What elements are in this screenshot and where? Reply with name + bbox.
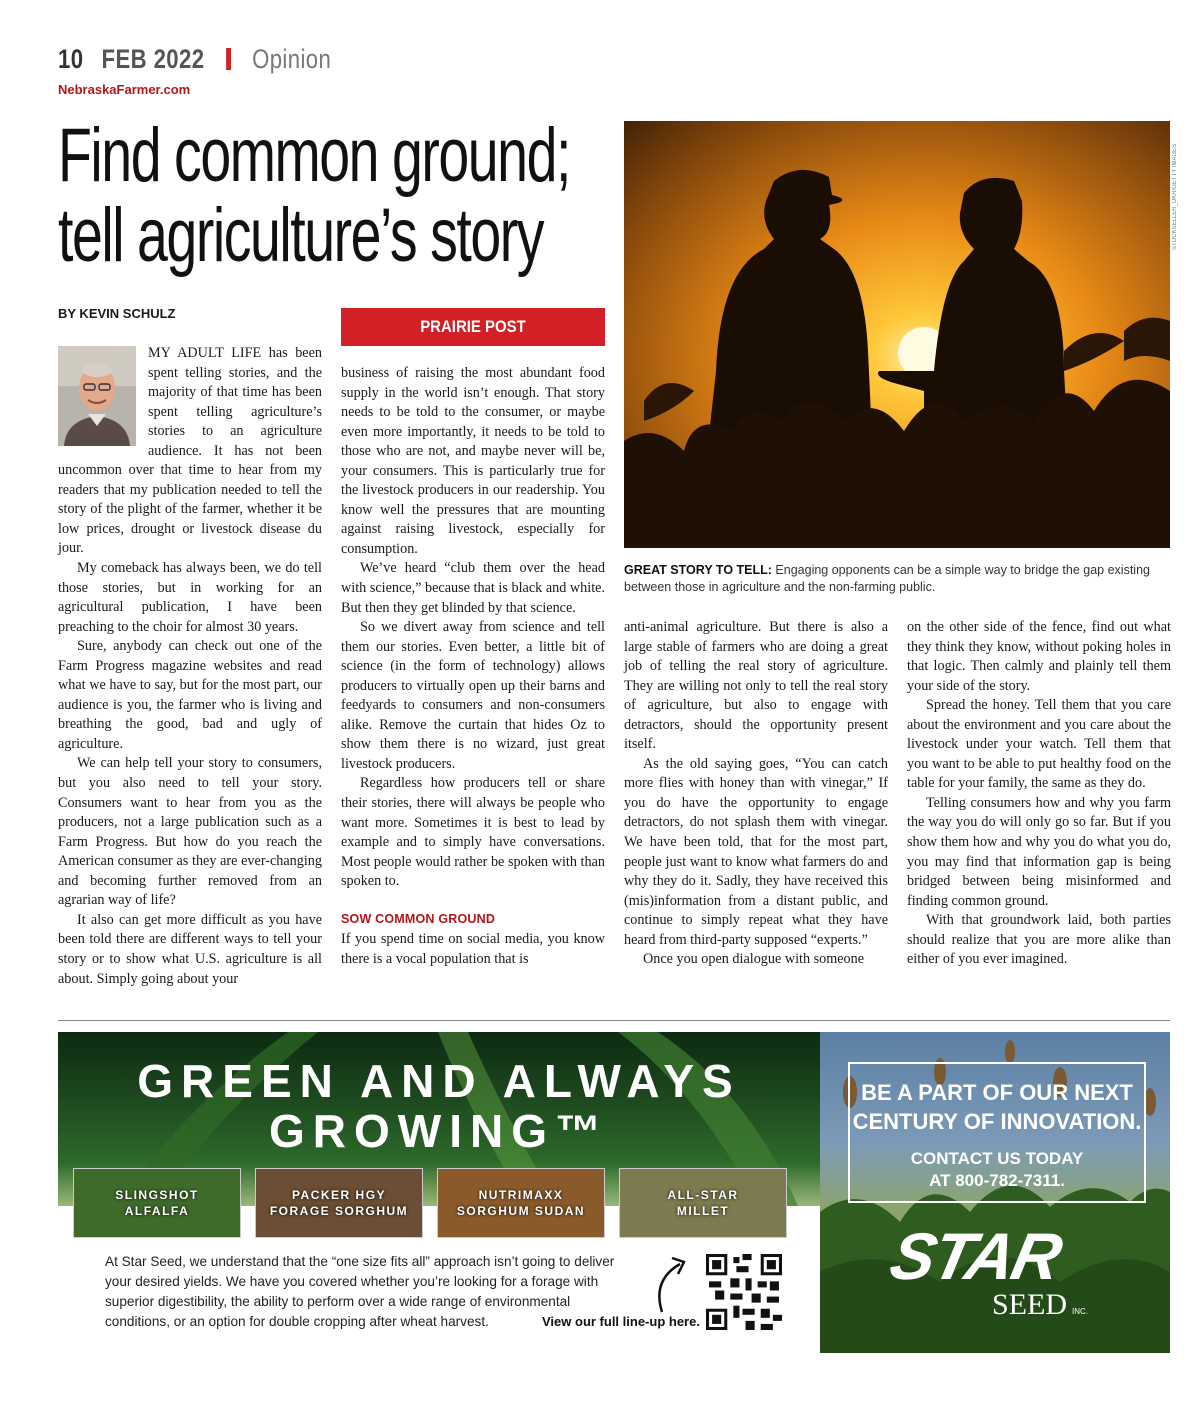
curved-arrow-icon — [650, 1250, 692, 1316]
section-name: Opinion — [252, 44, 332, 74]
article-column-3 — [624, 618, 888, 970]
star-seed-logo-inc: INC. — [1072, 1307, 1088, 1316]
ad-body-text: At Star Seed, we understand that the “one size fits all” approach isn’t going to deliver your desired yields. We have you covered whether you’re looking for a forage with superior digestibility, the ability to perform over a wide range of environmental conditions, or an option for double cropping after wheat harvest. — [105, 1254, 615, 1329]
paragraph: We’ve heard “club them over the head with science,” because that is black and white. But then they get blinded by that science. — [341, 560, 605, 616]
paragraph: We can help tell your story to consumers, but you also need to tell your story. Consumers want to hear from you as the producers, not a large publication such as a Farm Progress. But how do you reach the American consumer as they are ever-changing and becoming further removed from an agrarian way of life? — [58, 755, 322, 909]
paragraph: Sure, anybody can check out one of the Farm Progress magazine websites and read what we have to say, but for the most part, our audience is you, the farmer who is living and breathing the good, bad and ugly of agriculture. — [58, 638, 322, 752]
subhead: SOW COMMON GROUND — [341, 911, 496, 926]
paragraph: MY ADULT LIFE has been spent telling stories, and the majority of that time has been spent telling agriculture’s stories to an agriculture audience. It has not been uncommon over that time to hear from my readers that my publication needed to tell the story of the plight of the farmer, whether it be low prices, drought or livestock disease du jour. — [58, 345, 322, 557]
contact-box: BE A PART OF OUR NEXT CENTURY OF INNOVATION. CONTACT US TODAY AT 800-782-7311. — [848, 1062, 1146, 1203]
star-seed-logo-sub: SEED — [992, 1288, 1067, 1321]
product-tile-nutrimaxx: NUTRIMAXX SORGHUM SUDAN — [437, 1168, 605, 1238]
site-url: NebraskaFarmer.com — [58, 82, 191, 97]
section-divider — [58, 1020, 1170, 1021]
paragraph: business of raising the most abundant food supply in the world isn’t enough. That story needs to be told to the consumer, or maybe even more importantly, it needs to be told to those who are not, and maybe never will be, your consumers. This is particularly true for the livestock producers in our readership. You know well the pressures that are mounting against raising livestock, especially for consumption. — [341, 365, 605, 557]
ad-headline-line-1: GREEN AND ALWAYS — [137, 1055, 741, 1107]
qr-code-icon[interactable] — [706, 1254, 782, 1330]
paragraph: As the old saying goes, “You can catch more flies with honey than with vinegar,” If you do have the opportunity to engage detractors, do not splash them with vinegar. We have been told, that for the most part, people just want to know what farmers do and why they do it. Sadly, they have received this (mis)information from a distant public, and continue to simply repeat what they have heard from third-party supposed “experts.” — [624, 755, 888, 948]
caption-lead: GREAT STORY TO TELL: — [624, 563, 772, 577]
star-seed-logo: STAR — [884, 1219, 1067, 1293]
ad-left-panel — [58, 1032, 820, 1353]
qr-label: View our full line-up here. — [542, 1314, 700, 1329]
headline-line-1: Find common ground; — [58, 113, 570, 198]
page-number: 10 — [58, 44, 84, 74]
product-tile-all-star-millet: ALL-STAR MILLET — [619, 1168, 787, 1238]
photo-credit: STOCKSELLER_UKR/GETTY IMAGES — [1172, 143, 1178, 250]
headline-line-2: tell agriculture’s story — [58, 193, 544, 278]
paragraph: Telling consumers how and why you farm the way you do will only go so far. But if you show them how and why you do what you do, you may find that information gap is being bridged between being misinformed and finding common ground. — [907, 794, 1171, 909]
paragraph: It also can get more difficult as you have been told there are different ways to tell your story or to show what U.S. agriculture is all about. Simply going about your — [58, 911, 322, 987]
paragraph: anti-animal agriculture. But there is also a large stable of farmers who are doing a great job of telling the real story of agriculture. They are willing not only to tell the real story of agriculture, but also to engage with detractors, should the opportunity present itself. — [624, 619, 888, 753]
ad-right-panel — [820, 1032, 1170, 1353]
product-tile-packer-hgy: PACKER HGY FORAGE SORGHUM — [255, 1168, 423, 1238]
paragraph: If you spend time on social media, you know there is a vocal population that is — [341, 931, 605, 967]
product-tile-slingshot-alfalfa: SLINGSHOT ALFALFA — [73, 1168, 241, 1238]
issue-date: FEB 2022 — [101, 44, 205, 74]
paragraph: With that groundwork laid, both parties should realize that you are more alike than either of you ever imagined. — [907, 912, 1171, 968]
paragraph: on the other side of the fence, find out what they think they know, without poking holes in that logic. Then calmly and plainly tell them your side of the story. — [907, 619, 1171, 694]
header-divider — [226, 48, 231, 70]
farmers-sunset-photo — [624, 121, 1170, 548]
article-column-2 — [341, 364, 605, 969]
caption-text: Engaging opponents can be a simple way to bridge the gap existing between those in agriculture and the non-farming public. — [624, 563, 1150, 594]
star-seed-advertisement — [58, 1032, 1170, 1353]
byline: BY KEVIN SCHULZ — [58, 306, 176, 321]
author-portrait — [58, 346, 136, 446]
photo-caption — [624, 562, 1172, 596]
article-column-1 — [58, 344, 322, 989]
paragraph: Regardless how producers tell or share their stories, there will always be people who want more. Sometimes it is best to lead by example and to simply have conversations. Most people would rather be spoken with than spoken to. — [341, 775, 605, 890]
column-tag: PRAIRIE POST — [341, 308, 605, 346]
article-column-4 — [907, 618, 1171, 970]
headline — [58, 113, 570, 278]
ad-headline-line-2: GROWING™ — [269, 1105, 609, 1157]
paragraph: So we divert away from science and tell them our stories. Even better, a little bit of science (in the form of technology) allows producers to virtually open up their barns and feedyards to consumers and non-consumers alike. Remove the curtain that hides Oz to show them there is no wizard, just great livestock producers. — [341, 619, 605, 772]
page-header — [58, 44, 331, 75]
paragraph: Spread the honey. Tell them that you care about the environment and you care about the livestock under your watch. Tell them that you want to be able to put healthy food on the table for your family, the same as they do. — [907, 697, 1171, 792]
paragraph: Once you open dialogue with someone — [643, 951, 865, 968]
paragraph: My comeback has always been, we do tell those stories, but in working for an agricultural publication, I have been preaching to the choir for almost 30 years. — [58, 560, 322, 635]
